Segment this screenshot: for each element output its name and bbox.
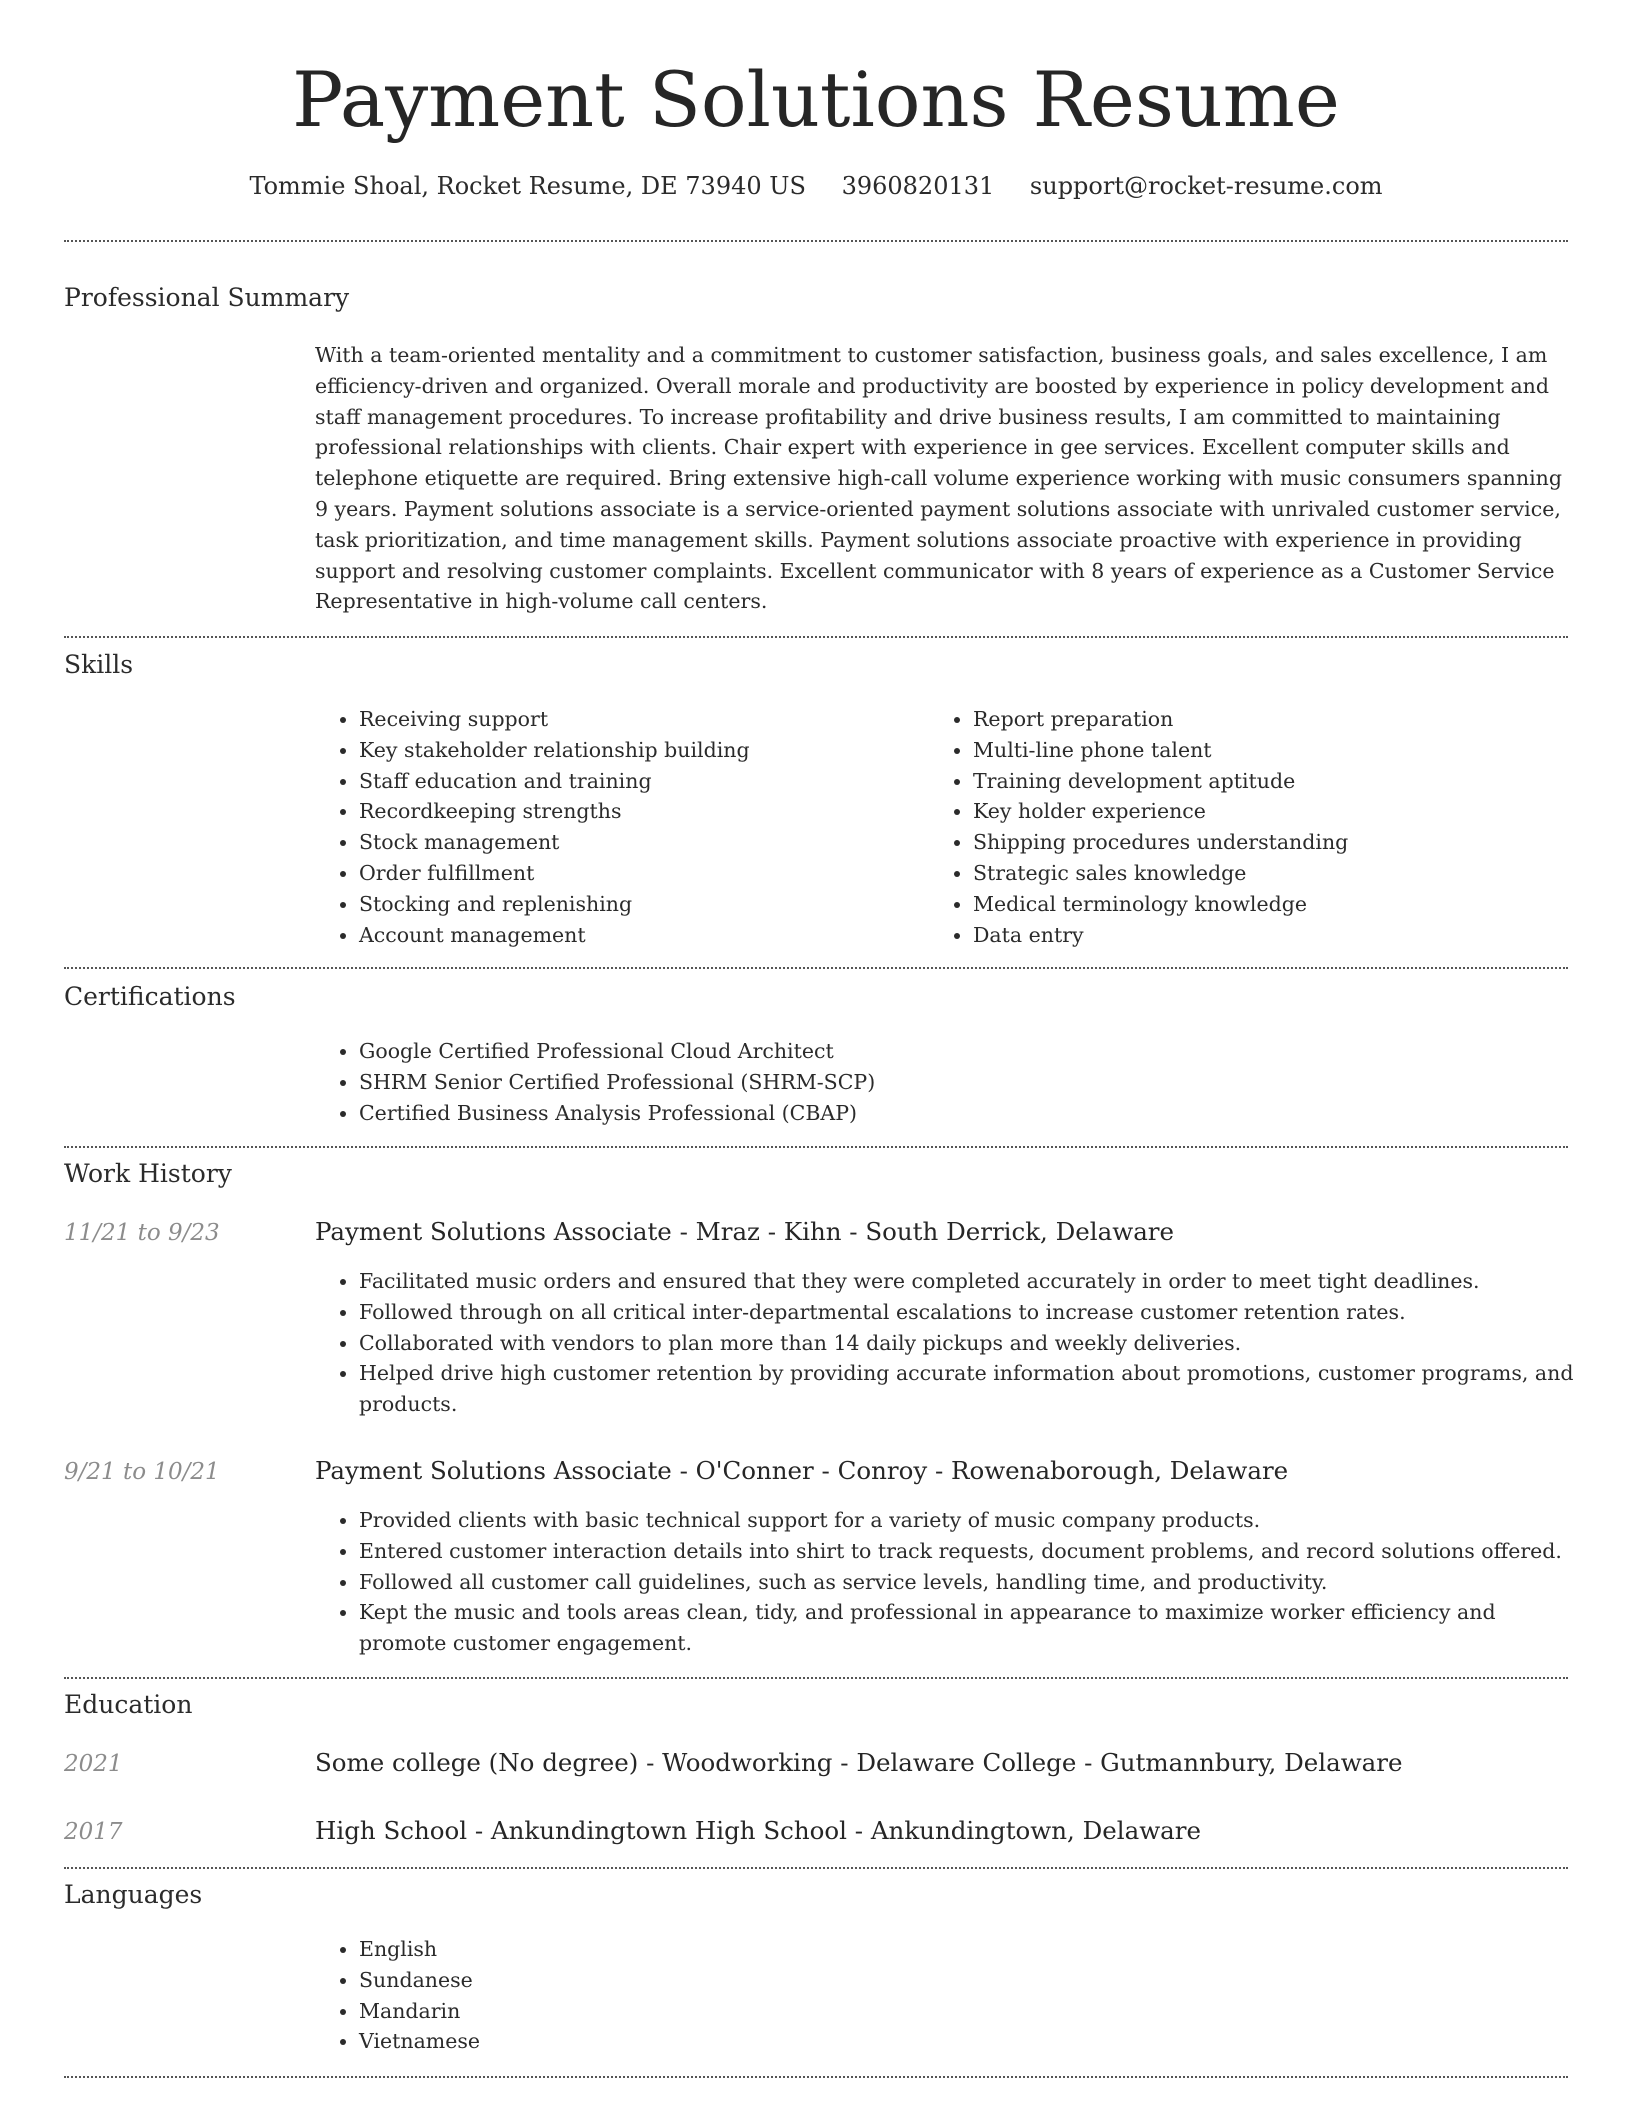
divider [64, 967, 1568, 969]
education-entry: Some college (No degree) - Woodworking - Delaware College - Gutmannbury, Delaware [315, 1748, 1403, 1777]
skill-item: • Medical terminology knowledge [973, 889, 1573, 920]
skill-item: • Data entry [973, 920, 1573, 951]
job-title: Payment Solutions Associate - O'Conner - Conroy - Rowenaborough, Delaware [315, 1456, 1289, 1485]
skill-item: • Key stakeholder relationship building [359, 735, 919, 766]
skill-item: • Key holder experience [973, 796, 1573, 827]
divider [64, 240, 1568, 242]
job-bullet: • Entered customer interaction details into shirt to track requests, document problems, and record solutions offered. [359, 1536, 1589, 1567]
certification-item: • SHRM Senior Certified Professional (SHRM-SCP) [359, 1067, 1589, 1098]
skills-list-right [944, 704, 1573, 950]
divider [64, 636, 1568, 638]
language-item: • Mandarin [359, 1996, 959, 2027]
job-bullets [330, 1266, 1589, 1420]
certifications-heading: Certifications [64, 982, 236, 1011]
divider [64, 1677, 1568, 1679]
skill-item: • Staff education and training [359, 766, 919, 797]
contact-line [0, 170, 1632, 202]
job-bullet: • Facilitated music orders and ensured that they were completed accurately in order to meet tight deadlines. [359, 1266, 1589, 1297]
skill-item: • Training development aptitude [973, 766, 1573, 797]
education-entry: High School - Ankundingtown High School - Ankundingtown, Delaware [315, 1816, 1201, 1845]
resume-title: Payment Solutions Resume [292, 55, 1340, 144]
languages-heading: Languages [64, 1880, 203, 1909]
skill-item: • Strategic sales knowledge [973, 858, 1573, 889]
job-title: Payment Solutions Associate - Mraz - Kihn - South Derrick, Delaware [315, 1217, 1175, 1246]
language-item: • English [359, 1934, 959, 1965]
job-bullet: • Collaborated with vendors to plan more than 14 daily pickups and weekly deliveries. [359, 1328, 1589, 1359]
skill-item: • Stock management [359, 827, 919, 858]
education-heading: Education [64, 1690, 193, 1719]
skill-item: • Multi-line phone talent [973, 735, 1573, 766]
summary-text: With a team-oriented mentality and a commitment to customer satisfaction, business goals, and sales excellence, I am efficiency-driven and organized. Overall morale and productivity are boosted by experience in policy development and staff management procedures. To increase profitability and drive business results, I am committed to maintaining professional relationships with clients. Chair expert with experience in gee services. Excellent computer skills and telephone etiquette are required. Bring extensive high-call volume experience working with music consumers spanning 9 years. Payment solutions associate is a service-oriented payment solutions associate with unrivaled customer service, task prioritization, and time management skills. Payment solutions associate proactive with experience in providing support and resolving customer complaints. Excellent communicator with 8 years of experience as a Customer Service Representative in high-volume call centers. [315, 343, 1562, 614]
skill-item: • Shipping procedures understanding [973, 827, 1573, 858]
language-item: • Vietnamese [359, 2026, 959, 2057]
job-bullet: • Followed all customer call guidelines, such as service levels, handling time, and productivity. [359, 1567, 1589, 1598]
job-bullets [330, 1505, 1589, 1659]
skill-item: • Account management [359, 920, 919, 951]
divider [64, 1146, 1568, 1148]
certification-item: • Google Certified Professional Cloud Architect [359, 1036, 1589, 1067]
education-year: 2021 [64, 1751, 123, 1777]
job-bullet: • Kept the music and tools areas clean, tidy, and professional in appearance to maximize worker efficiency and promote customer engagement. [359, 1597, 1589, 1659]
divider [64, 2076, 1568, 2078]
contact-address: Tommie Shoal, Rocket Resume, DE 73940 US [249, 172, 806, 200]
skill-item: • Order fulfillment [359, 858, 919, 889]
education-year: 2017 [64, 1819, 123, 1845]
languages-list [330, 1934, 959, 2057]
skill-item: • Report preparation [973, 704, 1573, 735]
job-bullet: • Helped drive high customer retention by providing accurate information about promotions, customer programs, and products. [359, 1358, 1589, 1420]
skills-list-left [330, 704, 919, 950]
certification-item: • Certified Business Analysis Professional (CBAP) [359, 1098, 1589, 1129]
job-bullet: • Followed through on all critical inter-departmental escalations to increase customer retention rates. [359, 1297, 1589, 1328]
contact-phone: 3960820131 [841, 172, 995, 200]
divider [64, 1867, 1568, 1869]
skill-item: • Recordkeeping strengths [359, 796, 919, 827]
contact-email: support@rocket-resume.com [1029, 172, 1383, 200]
summary-heading: Professional Summary [64, 283, 350, 312]
job-bullet: • Provided clients with basic technical support for a variety of music company products. [359, 1505, 1589, 1536]
job-dates: 9/21 to 10/21 [64, 1459, 220, 1485]
skill-item: • Receiving support [359, 704, 919, 735]
work-history-heading: Work History [64, 1159, 232, 1188]
skills-heading: Skills [64, 650, 134, 679]
job-dates: 11/21 to 9/23 [64, 1220, 220, 1246]
language-item: • Sundanese [359, 1965, 959, 1996]
certifications-list [330, 1036, 1589, 1128]
skill-item: • Stocking and replenishing [359, 889, 919, 920]
